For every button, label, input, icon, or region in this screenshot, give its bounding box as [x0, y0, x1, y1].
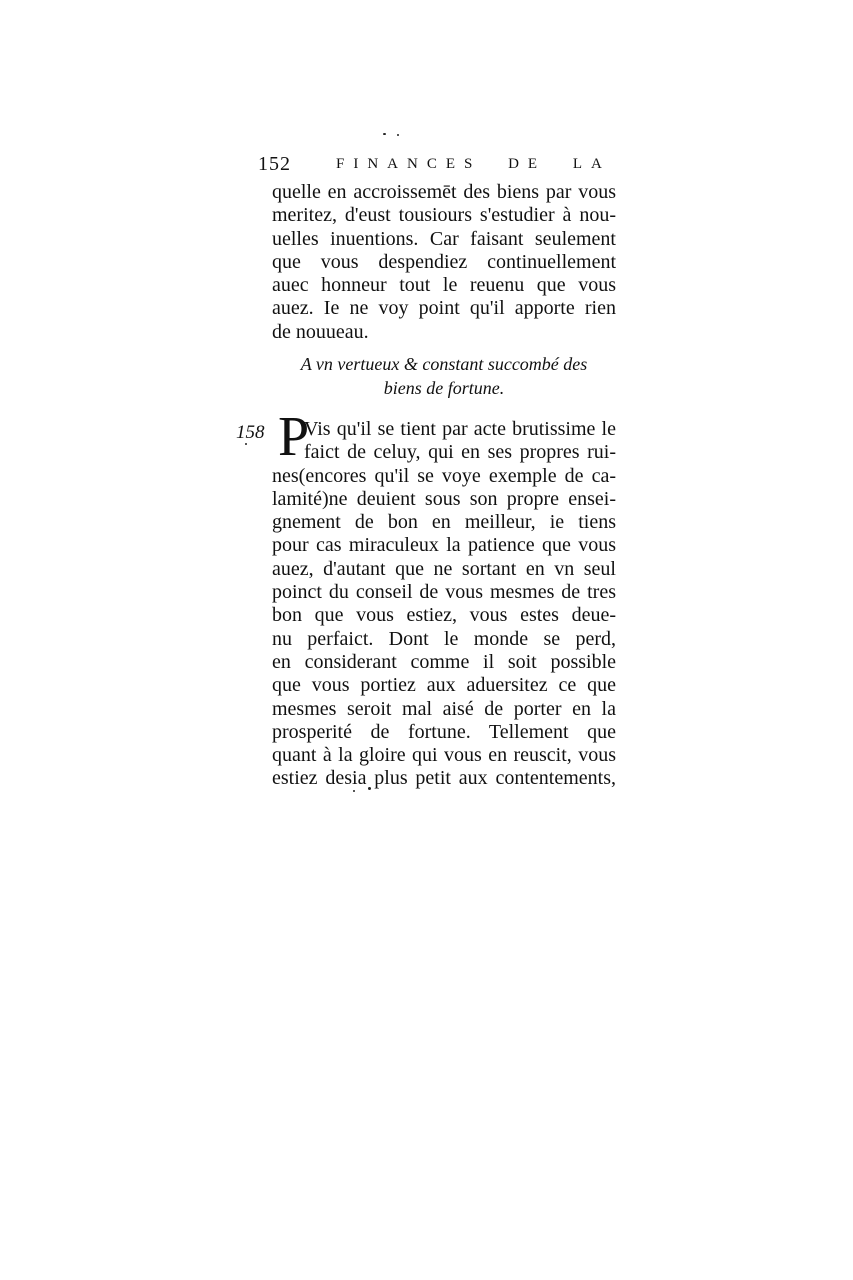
text-line: Vis qu'il se tient par acte brutissime le	[304, 418, 616, 440]
page-number: 152	[258, 153, 291, 175]
text-line: que vous portiez aux aduersitez ce que	[272, 674, 616, 697]
section-heading	[272, 352, 616, 400]
text-line: en considerant comme il soit possible	[272, 650, 616, 673]
running-header	[258, 153, 618, 179]
running-title: FINANCES DE LA	[336, 156, 611, 172]
text-line: gnement de bon en meilleur, ie tiens	[272, 511, 616, 534]
text-line: que vous despendiez continuellement	[272, 250, 616, 273]
text-line: bon que vous estiez, vous estes deue-	[272, 604, 616, 627]
text-line: quelle en accroissemēt des biens par vous	[272, 181, 616, 203]
text-line: auec honneur tout le reuenu que vous	[272, 274, 616, 297]
text-line: meritez, d'eust tousiours s'estudier à nou-	[272, 204, 616, 227]
scan-speck	[397, 134, 399, 136]
text-line: pour cas miraculeux la patience que vous	[272, 534, 616, 557]
text-line: mesmes seroit mal aisé de porter en la	[272, 697, 616, 720]
text-line: auez, d'autant que ne sortant en vn seul	[272, 557, 616, 580]
text-line: auez. Ie ne voy point qu'il apporte rien	[272, 297, 616, 320]
text-line: poinct du conseil de vous mesmes de tres	[272, 581, 616, 604]
drop-capital: P	[278, 406, 310, 468]
heading-line: biens de fortune.	[383, 378, 505, 398]
text-line: lamité)ne deuient sous son propre ensei-	[272, 487, 616, 510]
text-line: uelles inuentions. Car faisant seulement	[272, 227, 616, 250]
main-paragraph	[272, 418, 616, 791]
text-line: prosperité de fortune. Tellement que	[272, 720, 616, 743]
text-line: nes(encores qu'il se voye exemple de ca-	[272, 464, 616, 487]
text-line: estiez desia plus petit aux contentements,	[272, 767, 616, 790]
text-line: de nouueau.	[272, 320, 369, 343]
scan-speck	[383, 133, 386, 135]
margin-number: 158	[236, 422, 265, 443]
text-line: nu perfaict. Dont le monde se perd,	[272, 627, 616, 650]
text-line: quant à la gloire qui vous en reuscit, vous	[272, 744, 616, 767]
text-line: faict de celuy, qui en ses propres rui-	[304, 441, 616, 464]
continued-paragraph	[272, 181, 616, 344]
heading-line: A vn vertueux & constant succombé des	[300, 354, 588, 374]
